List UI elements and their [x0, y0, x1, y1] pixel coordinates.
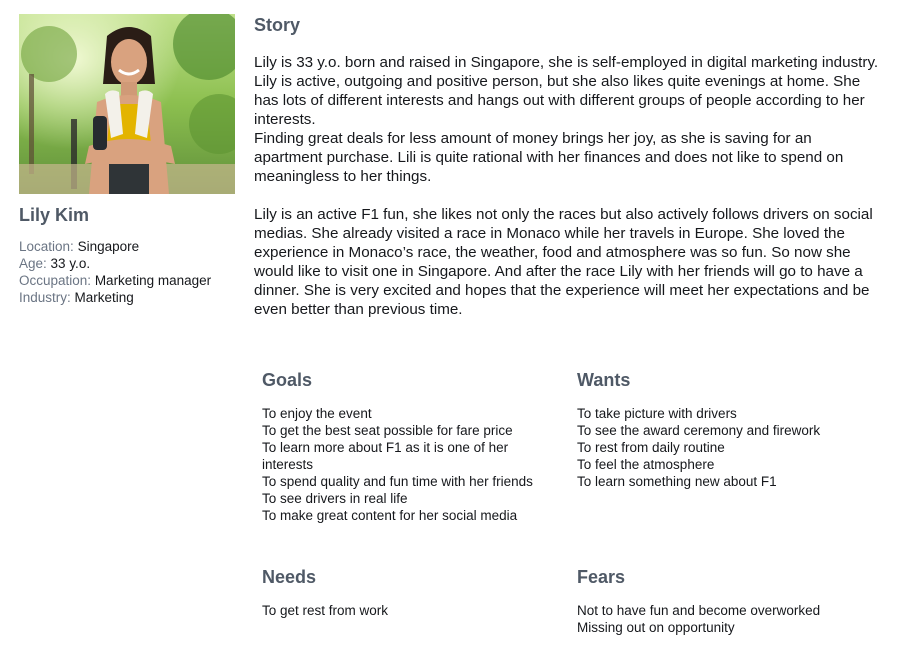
persona-details — [19, 238, 244, 306]
list-item: To see drivers in real life — [262, 491, 408, 506]
detail-value: 33 y.o. — [50, 256, 91, 271]
list-item: To enjoy the event — [262, 406, 372, 421]
needs-heading: Needs — [262, 567, 317, 587]
fears-list — [577, 602, 897, 636]
detail-value: Marketing manager — [94, 273, 212, 288]
detail-label: Occupation: — [19, 273, 92, 288]
list-item: Not to have fun and become overworked — [577, 603, 821, 618]
story-heading: Story — [254, 15, 301, 35]
story-text — [254, 53, 884, 319]
detail-occupation — [19, 272, 244, 289]
list-item: To spend quality and fun time with her friends — [262, 474, 533, 489]
goals-list — [262, 405, 562, 524]
list-item: To learn more about F1 as it is one of her interests — [262, 440, 509, 472]
detail-value: Singapore — [77, 239, 140, 254]
story-paragraph-1: Lily is 33 y.o. born and raised in Singapore, she is self-employed in digital marketing industry. Lily is active, outgoing and positive person, but she also likes quite evenings at home. She has lots of different interests and hangs out with different groups of people according to her interests. — [254, 54, 879, 128]
list-item: To make great content for her social media — [262, 508, 518, 523]
detail-value: Marketing — [74, 290, 134, 305]
detail-industry — [19, 289, 244, 306]
detail-age — [19, 255, 244, 272]
list-item: To get rest from work — [262, 603, 389, 618]
list-item: To take picture with drivers — [577, 406, 737, 421]
story-paragraph-3: Lily is an active F1 fun, she likes not only the races but also actively follows drivers on social medias. She already visited a race in Monaco while her travels in Europe. She loved the experience in Monaco’s race, the weather, food and atmosphere was so fun. So now she would like to visit one in Singapore. And after the race Lily with her friends will go to have a dinner. She is very excited and hopes that the experience will meet her expectations and be even better than previous time. — [254, 206, 873, 318]
detail-location — [19, 238, 244, 255]
wants-heading: Wants — [577, 370, 631, 390]
list-item: To rest from daily routine — [577, 440, 725, 455]
profile-photo — [19, 14, 235, 194]
profile-photo-illustration — [19, 14, 235, 194]
list-item: To see the award ceremony and firework — [577, 423, 821, 438]
list-item: To learn something new about F1 — [577, 474, 777, 489]
detail-label: Industry: — [19, 290, 71, 305]
detail-label: Location: — [19, 239, 74, 254]
fears-heading: Fears — [577, 567, 626, 587]
needs-list — [262, 602, 562, 619]
story-paragraph-2: Finding great deals for less amount of money brings her joy, as she is saving for an apartment purchase. Lili is quite rational with her finances and does not like to spend on meaningless to her things. — [254, 130, 844, 185]
persona-name: Lily Kim — [19, 205, 90, 225]
list-item: To get the best seat possible for fare price — [262, 423, 513, 438]
goals-heading: Goals — [262, 370, 313, 390]
wants-list — [577, 405, 877, 490]
list-item: To feel the atmosphere — [577, 457, 715, 472]
detail-label: Age: — [19, 256, 47, 271]
list-item: Missing out on opportunity — [577, 620, 735, 635]
